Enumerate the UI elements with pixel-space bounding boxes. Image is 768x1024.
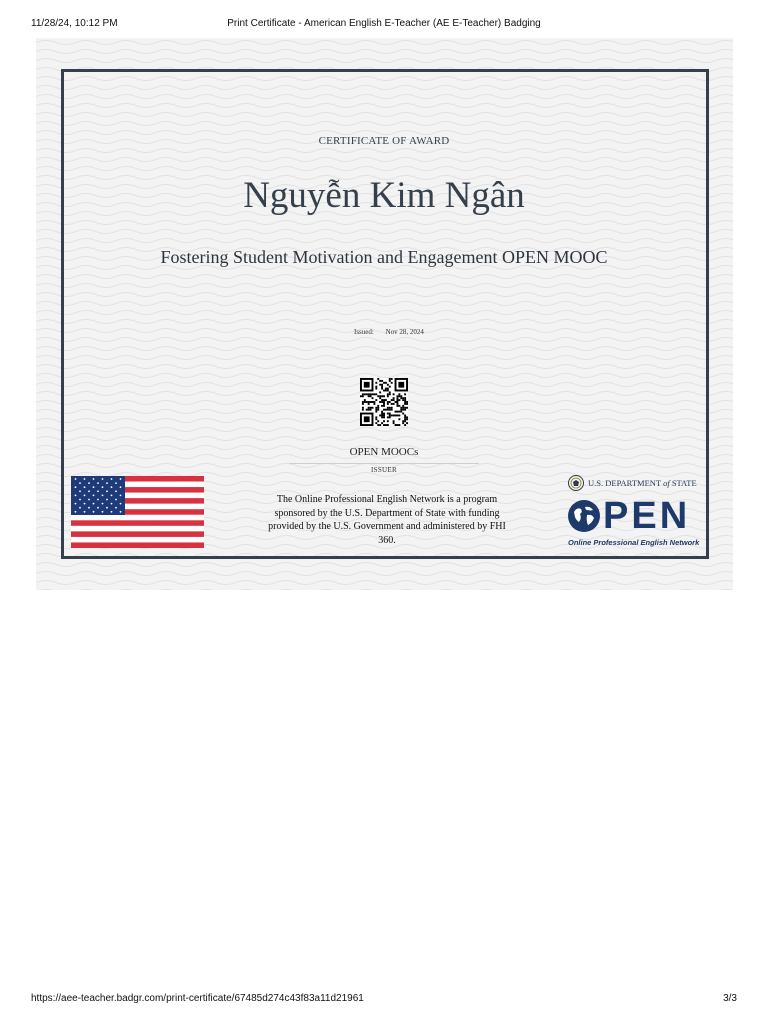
- program-description: The Online Professional English Network is a program sponsored by the U.S. Department of State with funding provided by the U.S. Government and administered by FHI 360.: [268, 494, 506, 546]
- issuer-divider: [289, 463, 479, 464]
- open-logo-subtitle: Online Professional English Network: [568, 538, 700, 547]
- print-datetime: 11/28/24, 10:12 PM: [31, 18, 118, 29]
- print-page-indicator: 3/3: [723, 993, 737, 1004]
- print-url: https://aee-teacher.badgr.com/print-certificate/67485d274c43f83a11d21961: [31, 993, 364, 1004]
- open-logo-text: PEN: [603, 495, 691, 537]
- us-department-of-state: [568, 474, 700, 494]
- state-department-seal-icon: [568, 475, 584, 491]
- print-page-title: Print Certificate - American English E-Teacher (AE E-Teacher) Badging: [227, 18, 541, 29]
- issued-date: Nov 28, 2024: [385, 328, 424, 336]
- us-flag-icon: [71, 476, 204, 548]
- qr-code-icon: [360, 378, 408, 426]
- issuer-name: OPEN MOOCs: [349, 446, 419, 458]
- certificate-award-label: CERTIFICATE OF AWARD: [318, 135, 450, 147]
- issuer-label: ISSUER: [371, 466, 397, 474]
- course-title: Fostering Student Motivation and Engagement OPEN MOOC: [160, 247, 608, 267]
- open-globe-icon: [568, 498, 602, 534]
- print-header: [0, 18, 768, 32]
- recipient-name: Nguyễn Kim Ngân: [243, 175, 525, 216]
- state-department-text: U.S. DEPARTMENT of STATE: [588, 478, 697, 488]
- issued-label: Issued:: [354, 328, 374, 336]
- print-footer: [0, 993, 768, 1007]
- issued-row: [354, 328, 424, 336]
